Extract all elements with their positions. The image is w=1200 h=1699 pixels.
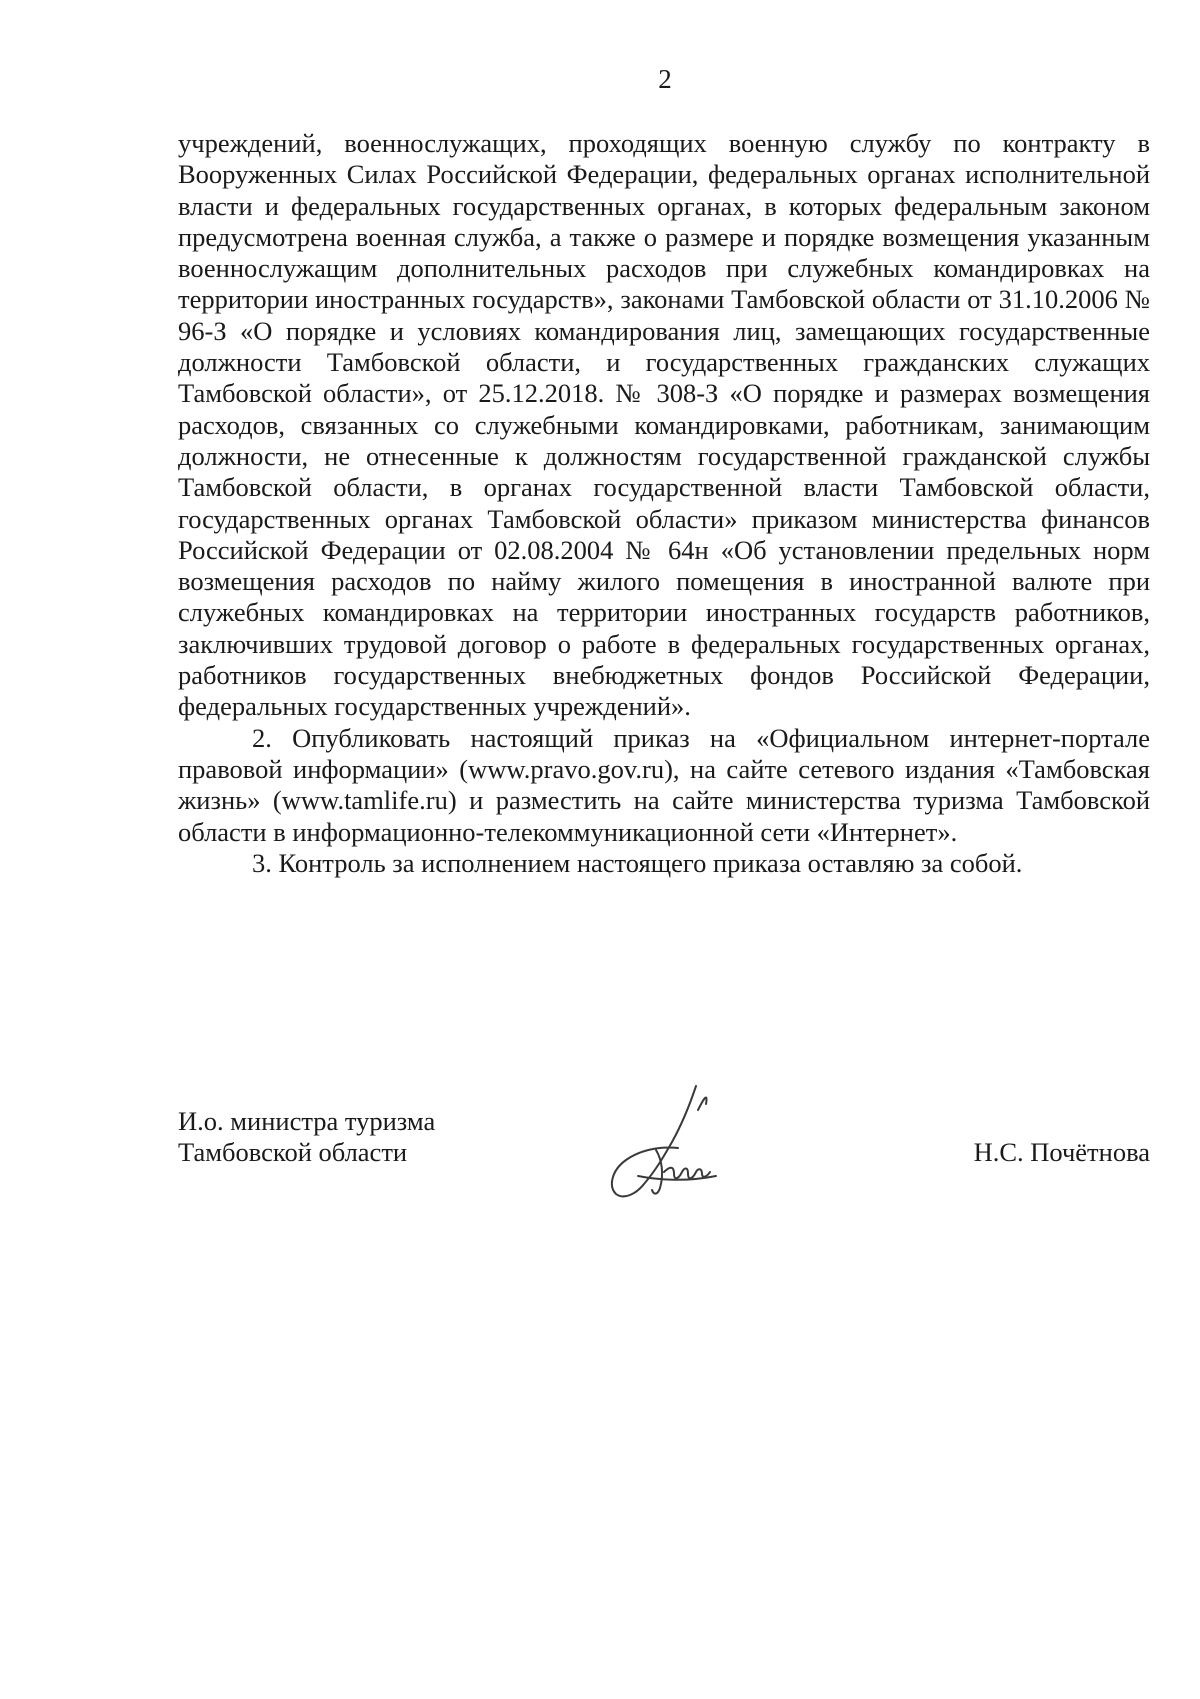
paragraph-continuation: учреждений, военнослужащих, проходящих военную службу по контракту в Вооруженных Силах Российской Федерации, федеральных органах исполнительной власти и федеральных государственных органах, в которых федеральным законом предусмотрена военная служба, а также о размере и порядке возмещения указанным военнослужащим дополнительных расходов при служебных командировках на территории иностранных государств», законами Тамбовской области от 31.10.2006 № 96-З «О порядке и условиях командирования лиц, замещающих государственные должности Тамбовской области, и государственных гражданских служащих Тамбовской области», от 25.12.2018. № 308-З «О порядке и размерах возмещения расходов, связанных со служебными командировками, работникам, занимающим должности, не отнесенные к должностям государственной гражданской службы Тамбовской области, в органах государственной власти Тамбовской области, государственных органах Тамбовской области» приказом министерства финансов Российской Федерации от 02.08.2004 № 64н «Об установлении предельных норм возмещения расходов по найму жилого помещения в иностранной валюте при служебных командировках на территории иностранных государств работников, заключивших трудовой договор о работе в федеральных государственных органах, работников государственных внебюджетных фондов Российской Федерации, федеральных государственных учреждений». <box>178 128 1150 722</box>
document-body <box>178 128 1150 879</box>
page-number: 2 <box>658 64 672 94</box>
signer-title <box>178 1106 435 1169</box>
paragraph-publication: 2. Опубликовать настоящий приказ на «Официальном интернет-портале правовой информации» (www.pravo.gov.ru), на сайте сетевого издания «Тамбовская жизнь» (www.tamlife.ru) и разместить на сайте министерства туризма Тамбовской области в информационно-телекоммуникационной сети «Интернет». <box>178 722 1150 847</box>
signer-name: Н.С. Почётнова <box>973 1137 1150 1167</box>
paragraph-control: 3. Контроль за исполнением настоящего приказа оставляю за собой. <box>252 847 1023 878</box>
signature-block <box>178 1106 1150 1226</box>
handwritten-signature-icon <box>598 1080 748 1210</box>
signer-title-line-1: И.о. министра туризма <box>178 1106 436 1136</box>
signer-title-line-2: Тамбовской области <box>178 1137 408 1168</box>
